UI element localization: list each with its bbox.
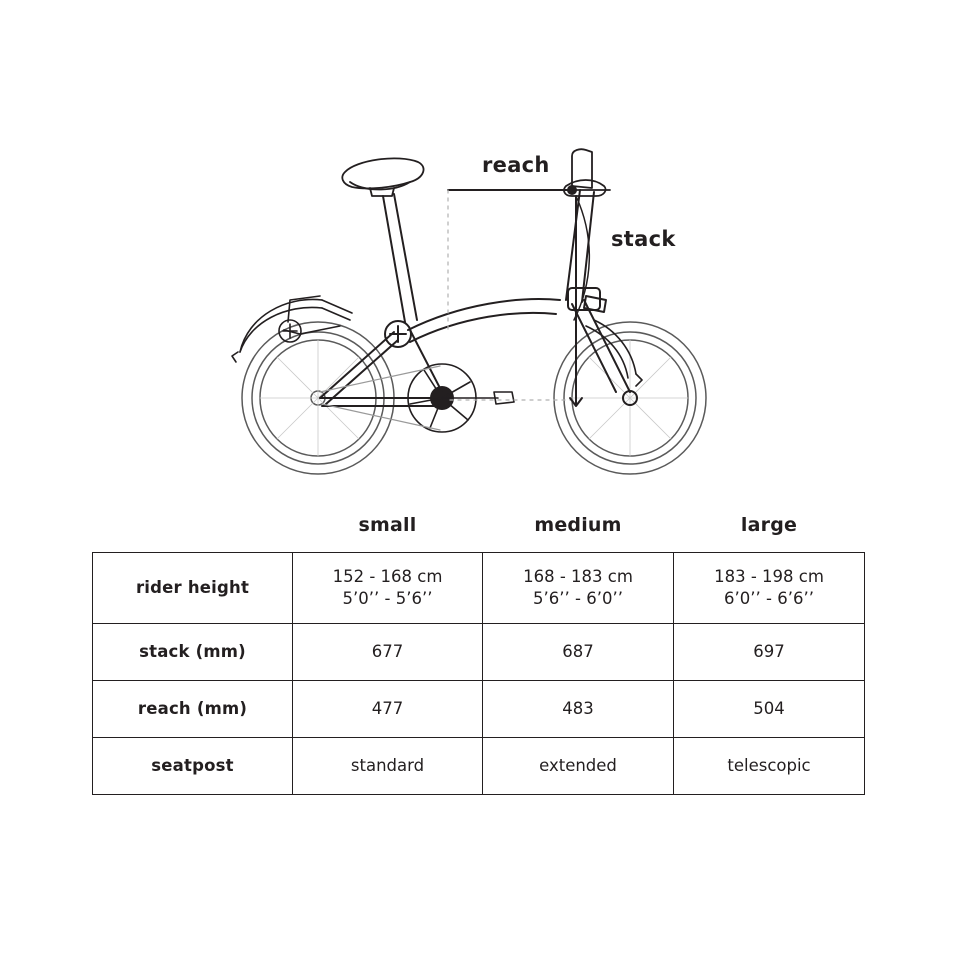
cell-rider-height-medium <box>483 553 674 624</box>
cell-line: 5’0’’ - 5’6’’ <box>342 589 433 608</box>
stack-annotation-label: stack <box>611 227 676 251</box>
cell-line: 152 - 168 cm <box>332 566 443 586</box>
cell-stack-large: 697 <box>674 624 865 681</box>
cell-seatpost-large: telescopic <box>674 738 865 795</box>
front-wheel-spokes <box>572 340 688 456</box>
table-row <box>93 553 865 624</box>
table-row <box>93 681 865 738</box>
cell-line: 168 - 183 cm <box>523 566 633 586</box>
cell-line: 6’0’’ - 6’6’’ <box>724 589 814 608</box>
table-corner-cell <box>93 508 293 553</box>
cell-rider-height-small <box>293 553 483 624</box>
size-table-container <box>92 508 864 795</box>
cell-rider-height-large <box>674 553 865 624</box>
cell-reach-large: 504 <box>674 681 865 738</box>
reach-annotation-label: reach <box>482 153 550 177</box>
cell-reach-medium: 483 <box>483 681 674 738</box>
frame <box>320 194 560 410</box>
cell-reach-small: 477 <box>293 681 483 738</box>
size-table-head <box>93 508 865 553</box>
column-header-large: large <box>740 514 798 536</box>
cell-seatpost-small: standard <box>293 738 483 795</box>
size-table-body <box>93 553 865 795</box>
table-row <box>93 624 865 681</box>
cell-seatpost-medium: extended <box>483 738 674 795</box>
size-table <box>92 508 865 795</box>
row-header-stack: stack (mm) <box>93 624 293 681</box>
row-header-seatpost: seatpost <box>93 738 293 795</box>
head-tube <box>566 190 606 312</box>
table-row <box>93 738 865 795</box>
measurement-guides <box>448 185 582 406</box>
cell-line: 183 - 198 cm <box>714 566 824 586</box>
table-header-row <box>93 508 865 553</box>
saddle <box>342 158 423 196</box>
column-header-small: small <box>358 514 417 536</box>
cell-stack-small: 677 <box>293 624 483 681</box>
cell-line: 5’6’’ - 6’0’’ <box>533 589 623 608</box>
column-header-medium: medium <box>534 514 622 536</box>
row-header-rider-height: rider height <box>93 553 293 624</box>
row-header-reach: reach (mm) <box>93 681 293 738</box>
cell-stack-medium: 687 <box>483 624 674 681</box>
